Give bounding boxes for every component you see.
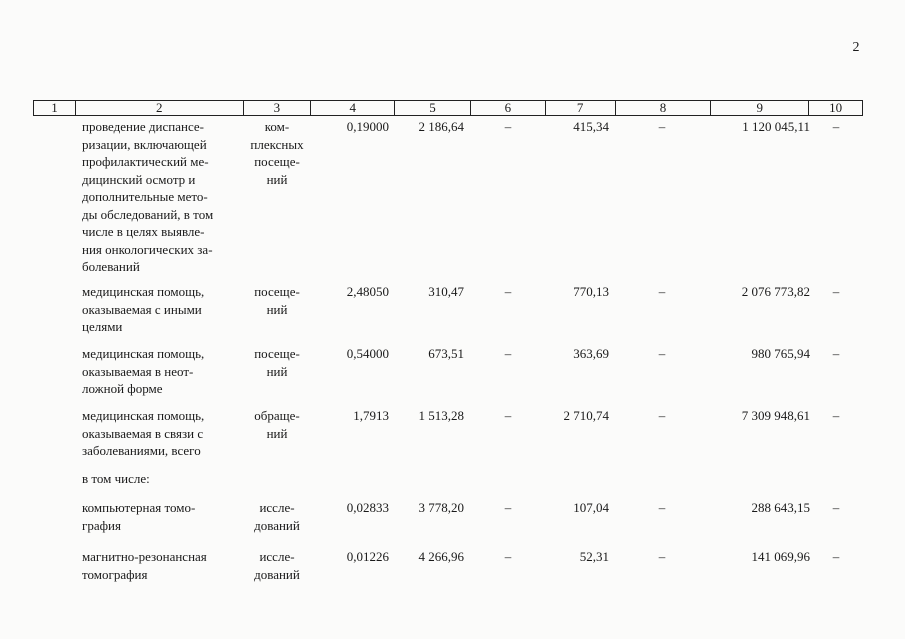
cell-c9: 288 643,15 bbox=[751, 500, 810, 515]
cell-name bbox=[82, 118, 242, 276]
header-col-7: 7 bbox=[546, 101, 616, 115]
cell-unit bbox=[246, 499, 308, 534]
cell-c10: – bbox=[832, 119, 840, 134]
cell-line: иссле- bbox=[259, 549, 295, 564]
cell-line: ний bbox=[266, 425, 288, 441]
cell-c6: – bbox=[504, 119, 512, 134]
cell-c10: – bbox=[832, 408, 840, 423]
cell-line: дицинский осмотр и bbox=[82, 171, 196, 187]
cell-c4: 0,02833 bbox=[346, 500, 389, 515]
cell-name bbox=[82, 499, 242, 534]
cell-unit bbox=[246, 283, 308, 318]
cell-c5: 2 186,64 bbox=[418, 119, 464, 134]
cell-line: ний bbox=[266, 301, 288, 317]
cell-line: посеще- bbox=[254, 154, 300, 169]
cell-c9: 2 076 773,82 bbox=[741, 284, 810, 299]
cell-c6: – bbox=[504, 346, 512, 361]
cell-line: дополнительные мето- bbox=[82, 189, 208, 204]
cell-c9: 1 120 045,11 bbox=[742, 119, 810, 134]
cell-line: посеще- bbox=[254, 346, 300, 361]
cell-line: медицинская помощь, bbox=[82, 408, 205, 423]
header-col-8: 8 bbox=[616, 101, 712, 115]
cell-line: оказываемая в неот- bbox=[82, 363, 194, 379]
cell-c7: 52,31 bbox=[579, 549, 609, 564]
cell-line: дований bbox=[254, 566, 300, 582]
cell-line: ризации, включающей bbox=[82, 136, 207, 152]
cell-c8: – bbox=[658, 549, 666, 564]
cell-line: магнитно-резонансная bbox=[82, 549, 207, 564]
cell-c7: 2 710,74 bbox=[563, 408, 609, 423]
cell-line: томография bbox=[82, 566, 148, 582]
cell-line: оказываемая в связи с bbox=[82, 425, 204, 441]
cell-c5: 4 266,96 bbox=[418, 549, 464, 564]
header-col-9: 9 bbox=[711, 101, 809, 115]
cell-line: ды обследований, в том bbox=[82, 206, 214, 222]
cell-line: посеще- bbox=[254, 284, 300, 299]
cell-c8: – bbox=[658, 500, 666, 515]
cell-c5: 1 513,28 bbox=[418, 408, 464, 423]
cell-line: дований bbox=[254, 517, 300, 533]
cell-c8: – bbox=[658, 119, 666, 134]
cell-c10: – bbox=[832, 500, 840, 515]
cell-line: ния онкологических за- bbox=[82, 241, 213, 257]
header-col-1: 1 bbox=[34, 101, 76, 115]
cell-c8: – bbox=[658, 284, 666, 299]
cell-line: профилактический ме- bbox=[82, 154, 209, 169]
cell-name bbox=[82, 407, 242, 460]
cell-c5: 3 778,20 bbox=[418, 500, 464, 515]
cell-name bbox=[82, 283, 242, 336]
cell-line: оказываемая с иными bbox=[82, 301, 202, 317]
cell-line: ложной форме bbox=[82, 381, 163, 396]
cell-c9: 7 309 948,61 bbox=[741, 408, 810, 423]
cell-c5: 310,47 bbox=[428, 284, 464, 299]
header-col-5: 5 bbox=[395, 101, 471, 115]
cell-c4: 2,48050 bbox=[346, 284, 389, 299]
cell-line: иссле- bbox=[259, 500, 295, 515]
cell-c7: 363,69 bbox=[573, 346, 609, 361]
cell-line: ком- bbox=[264, 119, 290, 134]
cell-c8: – bbox=[658, 346, 666, 361]
cell-c6: – bbox=[504, 408, 512, 423]
page-number: 2 bbox=[852, 40, 860, 55]
cell-c6: – bbox=[504, 549, 512, 564]
cell-line: целями bbox=[82, 319, 123, 334]
cell-unit bbox=[246, 345, 308, 380]
cell-c8: – bbox=[658, 408, 666, 423]
cell-c4: 0,01226 bbox=[346, 549, 389, 564]
cell-line: болеваний bbox=[82, 259, 140, 274]
cell-c10: – bbox=[832, 549, 840, 564]
cell-line: медицинская помощь, bbox=[82, 284, 205, 299]
cell-c7: 107,04 bbox=[573, 500, 609, 515]
header-col-10: 10 bbox=[829, 100, 843, 115]
cell-c7: 415,34 bbox=[573, 119, 609, 134]
cell-c5: 673,51 bbox=[428, 346, 464, 361]
cell-c4: 0,19000 bbox=[346, 119, 389, 134]
cell-name bbox=[82, 345, 242, 398]
cell-line: компьютерная томо- bbox=[82, 500, 196, 515]
cell-line: числе в целях выявле- bbox=[82, 224, 205, 239]
cell-line: плексных bbox=[250, 136, 304, 152]
header-col-4: 4 bbox=[311, 101, 395, 115]
cell-unit bbox=[246, 118, 308, 188]
cell-line: графия bbox=[82, 517, 121, 533]
cell-unit bbox=[246, 548, 308, 583]
cell-c10: – bbox=[832, 346, 840, 361]
header-col-2: 2 bbox=[76, 101, 244, 115]
header-col-6: 6 bbox=[471, 101, 546, 115]
subheading: в том числе: bbox=[82, 471, 150, 486]
cell-c9: 141 069,96 bbox=[751, 549, 810, 564]
header-col-3: 3 bbox=[244, 101, 312, 115]
cell-line: заболеваниями, всего bbox=[82, 443, 201, 458]
cell-c9: 980 765,94 bbox=[751, 346, 810, 361]
cell-line: проведение диспансе- bbox=[82, 119, 204, 134]
cell-c7: 770,13 bbox=[573, 284, 609, 299]
table-header bbox=[33, 100, 863, 116]
cell-c4: 1,7913 bbox=[353, 408, 389, 423]
cell-line: обраще- bbox=[254, 408, 300, 423]
cell-c4: 0,54000 bbox=[346, 346, 389, 361]
cell-c6: – bbox=[504, 500, 512, 515]
cell-c6: – bbox=[504, 284, 512, 299]
cell-line: ний bbox=[266, 363, 288, 379]
cell-line: медицинская помощь, bbox=[82, 346, 205, 361]
cell-c10: – bbox=[832, 284, 840, 299]
cell-line: ний bbox=[266, 171, 288, 187]
cell-unit bbox=[246, 407, 308, 442]
cell-name bbox=[82, 548, 242, 583]
